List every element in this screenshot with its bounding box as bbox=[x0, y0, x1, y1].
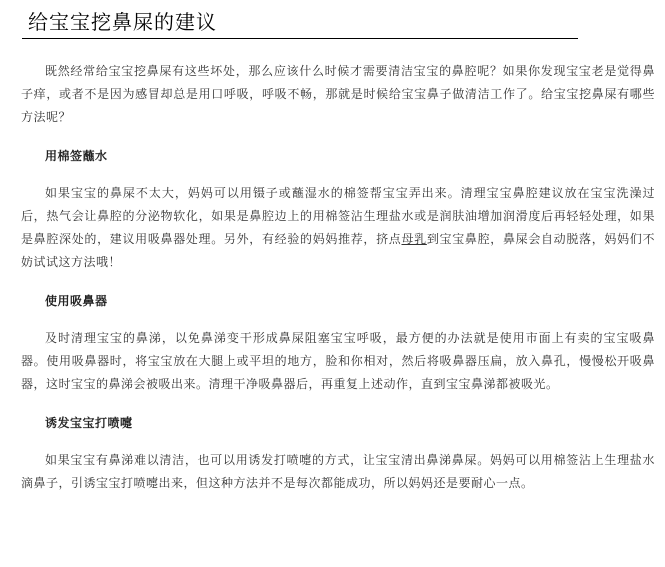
section-heading-nasal-aspirator: 使用吸鼻器 bbox=[45, 294, 108, 308]
article-title: 给宝宝挖鼻屎的建议 bbox=[28, 10, 217, 34]
section-paragraph-nasal-aspirator: 及时清理宝宝的鼻涕，以免鼻涕变干形成鼻屎阻塞宝宝呼吸，最方便的办法就是使用市面上有卖的宝宝吸鼻器。使用吸鼻器时，将宝宝放在大腿上或平坦的地方，脸和你相对，然后将吸鼻器压扁，放入鼻孔，慢慢松开吸鼻器，这时宝宝的鼻涕会被吸出来。清理干净吸鼻器后，再重复上述动作，直到宝宝鼻涕都被吸光。 bbox=[21, 331, 655, 391]
section-heading-induce-sneeze: 诱发宝宝打喷嚏 bbox=[45, 416, 133, 430]
paragraph-text: 到宝宝鼻腔，鼻屎会自动脱落，妈妈们不妨试试这方法哦！ bbox=[21, 232, 655, 269]
section-paragraph-cotton-swab bbox=[21, 182, 655, 274]
paragraph-text: 如果宝宝的鼻屎不太大，妈妈可以用镊子或蘸湿水的棉签帮宝宝弄出来。清理宝宝鼻腔建议放在宝宝洗澡过后，热气会让鼻腔的分泌物软化，如果是鼻腔边上的用棉签沾生理盐水或是润肤油增加润滑度后再轻轻处理，如果是鼻腔深处的，建议用吸鼻器处理。另外，有经验的妈妈推荐，挤点 bbox=[21, 186, 655, 246]
section-heading-cotton-swab: 用棉签蘸水 bbox=[45, 149, 108, 163]
breast-milk-link[interactable]: 母乳 bbox=[401, 232, 427, 246]
intro-paragraph: 既然经常给宝宝挖鼻屎有这些坏处，那么应该什么时候才需要清洁宝宝的鼻腔呢？如果你发现宝宝老是觉得鼻子痒，或者不是因为感冒却总是用口呼吸，呼吸不畅，那就是时候给宝宝鼻子做清洁工作了。给宝宝挖鼻屎有哪些方法呢？ bbox=[21, 64, 655, 124]
section-paragraph-induce-sneeze: 如果宝宝有鼻涕难以清洁，也可以用诱发打喷嚏的方式，让宝宝清出鼻涕鼻屎。妈妈可以用棉签沾上生理盐水滴鼻子，引诱宝宝打喷嚏出来，但这种方法并不是每次都能成功，所以妈妈还是要耐心一点。 bbox=[21, 453, 655, 490]
article-title-bar bbox=[22, 6, 578, 39]
article-body bbox=[21, 60, 655, 495]
